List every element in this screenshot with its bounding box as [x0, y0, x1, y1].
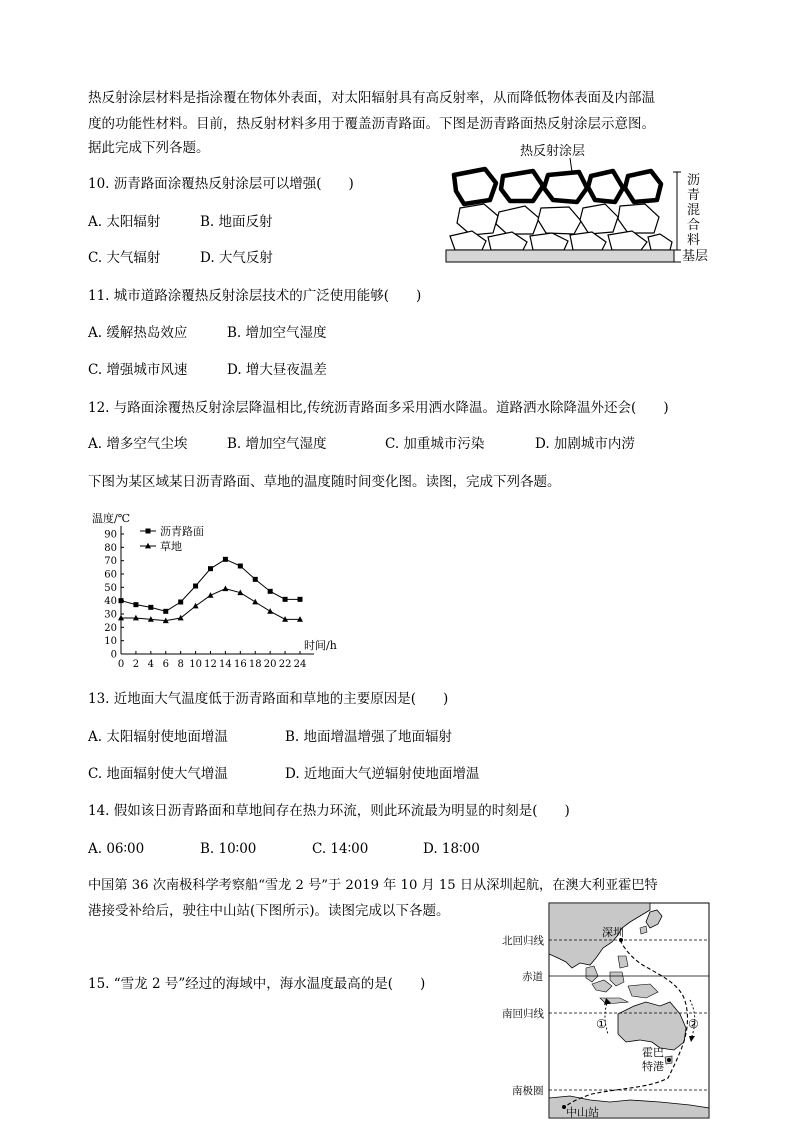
asphalt-point: [298, 597, 303, 602]
q12-option-a[interactable]: A. 增多空气尘埃: [88, 436, 188, 452]
y-tick-label: 60: [104, 569, 117, 581]
x-tick-label: 4: [147, 659, 155, 670]
q11-option-b[interactable]: B. 增加空气湿度: [227, 325, 327, 341]
legend-marker-square: [146, 529, 151, 534]
grass-point: [193, 603, 199, 609]
asphalt-point: [253, 577, 258, 582]
q11-option-a[interactable]: A. 缓解热岛效应: [88, 325, 188, 341]
y-axis-title: 温度/℃: [92, 512, 131, 525]
x-tick-label: 2: [132, 659, 140, 670]
grass-point: [178, 615, 184, 621]
temperature-line-chart: [88, 508, 358, 670]
asphalt-point: [283, 597, 288, 602]
q14-option-b[interactable]: B. 10∶00: [200, 841, 257, 857]
q13-option-c[interactable]: C. 地面辐射使大气增温: [88, 766, 228, 782]
intro-line-1: 热反射涂层材料是指涂覆在物体外表面，对太阳辐射具有高反射率，从而降低物体表面及内部温: [88, 90, 655, 106]
y-tick-label: 10: [104, 636, 117, 648]
q10-option-c[interactable]: C. 大气辐射: [88, 250, 161, 266]
y-tick-label: 30: [104, 609, 117, 621]
asphalt-point: [193, 584, 198, 589]
marker-1: ①: [596, 1017, 607, 1031]
asphalt-point: [178, 600, 183, 605]
antarctic-circle-label: 南极圈: [512, 1085, 544, 1097]
intro-line-3: 据此完成下列各题。: [88, 140, 210, 156]
intro-3-line-2: 港接受补给后，驶往中山站(下图所示)。读图完成以下各题。: [88, 903, 450, 919]
grass-point: [252, 599, 258, 605]
q15-stem: 15. “雪龙 2 号”经过的海域中，海水温度最高的是( ): [88, 976, 426, 992]
q12-option-c[interactable]: C. 加重城市污染: [385, 436, 485, 452]
asphalt-point: [268, 589, 273, 594]
tropic-capricorn-label: 南回归线: [502, 1008, 544, 1020]
x-tick-label: 6: [162, 659, 169, 670]
q13-stem: 13. 近地面大气温度低于沥青路面和草地的主要原因是( ): [88, 691, 449, 707]
x-tick-label: 10: [189, 659, 202, 670]
coating-side-label: 沥青混合料: [687, 173, 701, 248]
hobart-label-1: 霍巴: [642, 1046, 664, 1059]
y-tick-label: 50: [104, 582, 117, 594]
q10-option-a[interactable]: A. 太阳辐射: [88, 214, 161, 230]
q14-option-a[interactable]: A. 06∶00: [88, 841, 145, 857]
y-tick-label: 70: [104, 556, 117, 568]
x-tick-label: 8: [177, 659, 184, 670]
asphalt-point: [133, 602, 138, 607]
hobart-label-2: 特港: [642, 1060, 664, 1073]
asphalt-point: [148, 605, 153, 610]
intro-2: 下图为某区域某日沥青路面、草地的温度随时间变化图。读图，完成下列各题。: [88, 474, 561, 490]
q13-option-b[interactable]: B. 地面增温增强了地面辐射: [285, 729, 453, 745]
x-tick-label: 18: [248, 659, 262, 670]
x-axis-title: 时间/h: [304, 639, 337, 652]
q14-option-c[interactable]: C. 14∶00: [312, 841, 369, 857]
coating-diagram: [440, 138, 720, 270]
q12-option-b[interactable]: B. 增加空气湿度: [227, 436, 327, 452]
intro-line-2: 度的功能性材料。目前，热反射材料多用于覆盖沥青路面。下图是沥青路面热反射涂层示意图。: [88, 116, 655, 132]
y-tick-label: 20: [104, 622, 117, 634]
grass-point: [267, 608, 273, 614]
intro-3-line-1: 中国第 36 次南极科学考察船“雪龙 2 号”于 2019 年 10 月 15 日从深圳起航，在澳大利亚霍巴特: [88, 878, 658, 893]
y-tick-label: 80: [104, 542, 117, 554]
q13-option-d[interactable]: D. 近地面大气逆辐射使地面增温: [285, 766, 480, 782]
q10-option-b[interactable]: B. 地面反射: [200, 214, 273, 230]
tropic-cancer-label: 北回归线: [502, 935, 544, 947]
asphalt-point: [223, 557, 228, 562]
zhongshan-label: 中山站: [566, 1106, 599, 1119]
hobart-point: [667, 1058, 671, 1062]
q12-option-d[interactable]: D. 加剧城市内涝: [535, 436, 635, 452]
asphalt-point: [208, 566, 213, 571]
asphalt-point: [238, 564, 243, 569]
q11-option-c[interactable]: C. 增强城市风速: [88, 362, 188, 378]
x-tick-label: 20: [263, 659, 277, 670]
asphalt-point: [119, 598, 124, 603]
equator-label: 赤道: [522, 971, 543, 983]
q10-stem: 10. 沥青路面涂覆热反射涂层可以增强( ): [88, 176, 354, 192]
coating-top-label: 热反射涂层: [520, 144, 586, 159]
q14-stem: 14. 假如该日沥青路面和草地间存在热力环流，则此环流最为明显的时刻是( ): [88, 803, 570, 819]
x-tick-label: 12: [204, 659, 217, 670]
x-tick-label: 16: [233, 659, 247, 670]
marker-2: ②: [688, 1017, 699, 1031]
y-tick-label: 0: [110, 649, 117, 661]
coating-base-label: 基层: [682, 249, 709, 264]
legend-label-1: 沥青路面: [160, 525, 204, 538]
x-tick-label: 22: [278, 659, 292, 670]
x-tick-label: 0: [117, 659, 125, 670]
x-tick-label: 14: [219, 659, 232, 670]
x-tick-label: 24: [293, 659, 307, 670]
y-tick-label: 90: [104, 529, 117, 541]
q13-option-a[interactable]: A. 太阳辐射使地面增温: [88, 729, 228, 745]
grass-point: [222, 585, 228, 591]
q10-option-d[interactable]: D. 大气反射: [200, 250, 273, 266]
q12-stem: 12. 与路面涂覆热反射涂层降温相比,传统沥青路面多采用洒水降温。道路洒水除降温外还会( ): [88, 400, 669, 416]
shenzhen-label: 深圳: [602, 926, 624, 939]
route-map: [500, 902, 714, 1120]
y-tick-label: 40: [104, 596, 117, 608]
q11-stem: 11. 城市道路涂覆热反射涂层技术的广泛使用能够( ): [88, 288, 422, 304]
legend-label-2: 草地: [160, 540, 182, 553]
q11-option-d[interactable]: D. 增大昼夜温差: [227, 362, 327, 378]
asphalt-point: [163, 609, 168, 614]
q14-option-d[interactable]: D. 18∶00: [423, 841, 480, 857]
